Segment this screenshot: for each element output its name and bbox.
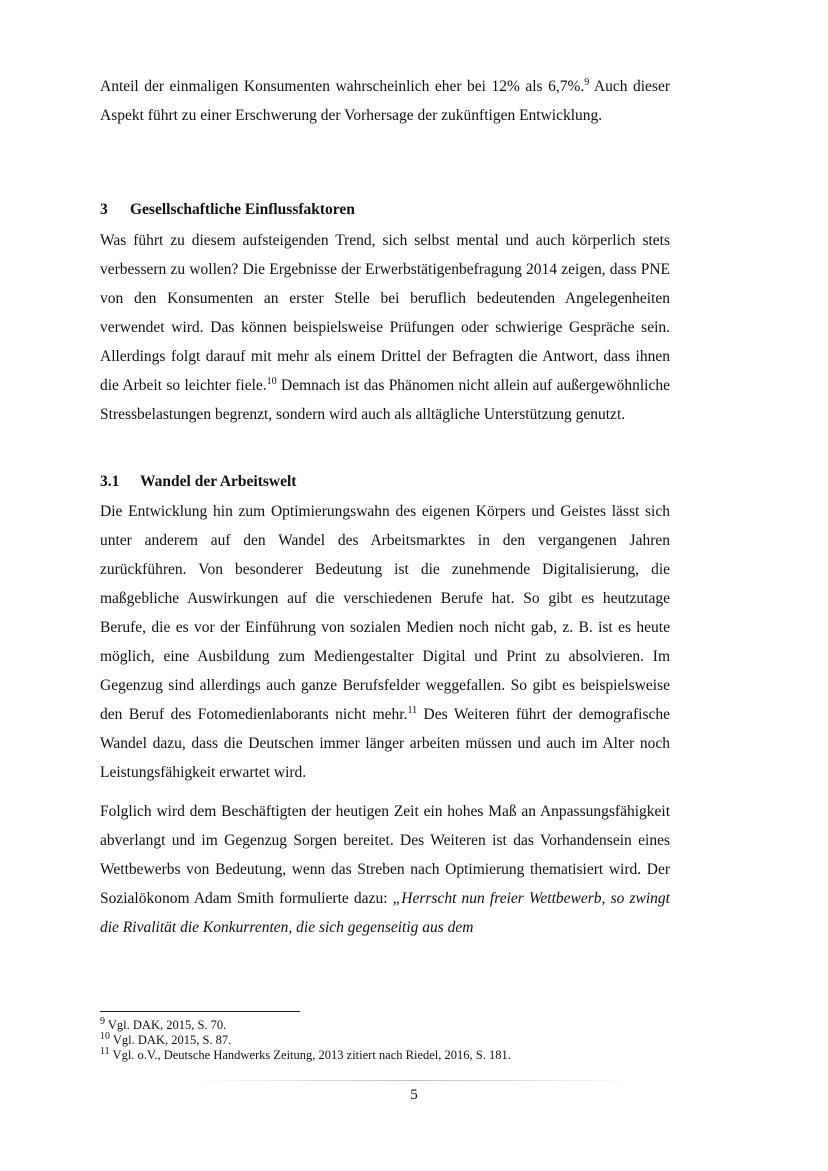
footnote-item (100, 1030, 700, 1048)
paragraph-text: Folglich wird dem Beschäftigten der heutigen Zeit ein hohes Maß an Anpassungsfähigkeit abverlangt und im Gegenzug Sorgen bereitet. Des Weiteren ist das Vorhandensein eines Wettbewerbs von Bedeutung, wenn das Streben nach Optimierung thematisiert wird. Der Sozialökonom Adam Smith formulierte dazu: (100, 803, 670, 907)
section-3-1-heading (100, 472, 296, 492)
adam-smith-quote: „Herrscht nun freier Wettbewerb, so zwingt die Rivalität die Konkurrenten, die sich gegenseitig aus dem (100, 890, 670, 936)
footnote-number: 10 (100, 1030, 110, 1042)
page-number: 5 (410, 1087, 418, 1103)
intro-text-continued: Auch dieser Aspekt führt zu einer Erschwerung der Vorhersage der zukünftigen Entwicklung. (100, 78, 670, 124)
footnote-item (100, 1045, 700, 1063)
section-number: 3.1 (100, 473, 120, 490)
section-number: 3 (100, 201, 108, 218)
footnote-number: 9 (100, 1015, 105, 1027)
footnote-item (100, 1015, 700, 1033)
footnote-text: Vgl. DAK, 2015, S. 70. (105, 1018, 227, 1032)
section-3-1-paragraph-1 (100, 497, 670, 787)
footnote-number: 11 (100, 1045, 110, 1057)
paragraph-text-continued: Demnach ist das Phänomen nicht allein auf außergewöhnliche Stressbelastungen begrenzt, sondern wird auch als alltägliche Unterstützung genutzt. (100, 377, 670, 423)
footnote-text: Vgl. o.V., Deutsche Handwerks Zeitung, 2013 zitiert nach Riedel, 2016, S. 181. (109, 1048, 511, 1062)
footnote-ref-11[interactable]: 11 (407, 704, 418, 716)
section-title: Wandel der Arbeitswelt (140, 473, 297, 490)
footnote-separator (100, 1011, 300, 1012)
paragraph-text-continued: Des Weiteren führt der demografische Wandel dazu, dass die Deutschen immer länger arbeiten müssen und auch im Alter noch Leistungsfähigkeit erwartet wird. (100, 706, 670, 781)
section-3-paragraph (100, 226, 670, 429)
section-3-heading (100, 200, 355, 220)
intro-text: Anteil der einmaligen Konsumenten wahrscheinlich eher bei 12% als 6,7%. (100, 78, 585, 95)
footnotes (100, 1015, 700, 1063)
paragraph-text: Die Entwicklung hin zum Optimierungswahn des eigenen Körpers und Geistes lässt sich unter anderem auf den Wandel des Arbeitsmarktes in den vergangenen Jahren zurückführen. Von besonderer Bedeutung ist die zunehmende Digitalisierung, die maßgebliche Auswirkungen auf die verschiedenen Berufe hat. So gibt es heutzutage Berufe, die es vor der Einführung von sozialen Medien noch nicht gab, z. B. ist es heute möglich, eine Ausbildung zum Mediengestalter Digital und Print zu absolvieren. Im Gegenzug sind allerdings auch ganze Berufsfelder weggefallen. So gibt es beispielsweise den Beruf des Fotomedienlaborants nicht mehr. (100, 503, 670, 723)
paragraph-text: Was führt zu diesem aufsteigenden Trend, sich selbst mental und auch körperlich stets verbessern zu wollen? Die Ergebnisse der Erwerbstätigenbefragung 2014 zeigen, dass PNE von den Konsumenten an erster Stelle bei beruflich bedeutenden Angelegenheiten verwendet wird. Das können beispielsweise Prüfungen oder schwierige Gespräche sein. Allerdings folgt darauf mit mehr als einem Drittel der Befragten die Antwort, dass ihnen die Arbeit so leichter fiele. (100, 232, 670, 394)
section-3-1-paragraph-2 (100, 797, 670, 942)
intro-paragraph (100, 72, 670, 130)
section-title: Gesellschaftliche Einflussfaktoren (130, 201, 355, 218)
footer-divider (195, 1080, 635, 1081)
footnote-ref-10[interactable]: 10 (266, 375, 277, 387)
footnote-text: Vgl. DAK, 2015, S. 87. (110, 1033, 232, 1047)
footnote-ref-9[interactable]: 9 (584, 76, 590, 88)
